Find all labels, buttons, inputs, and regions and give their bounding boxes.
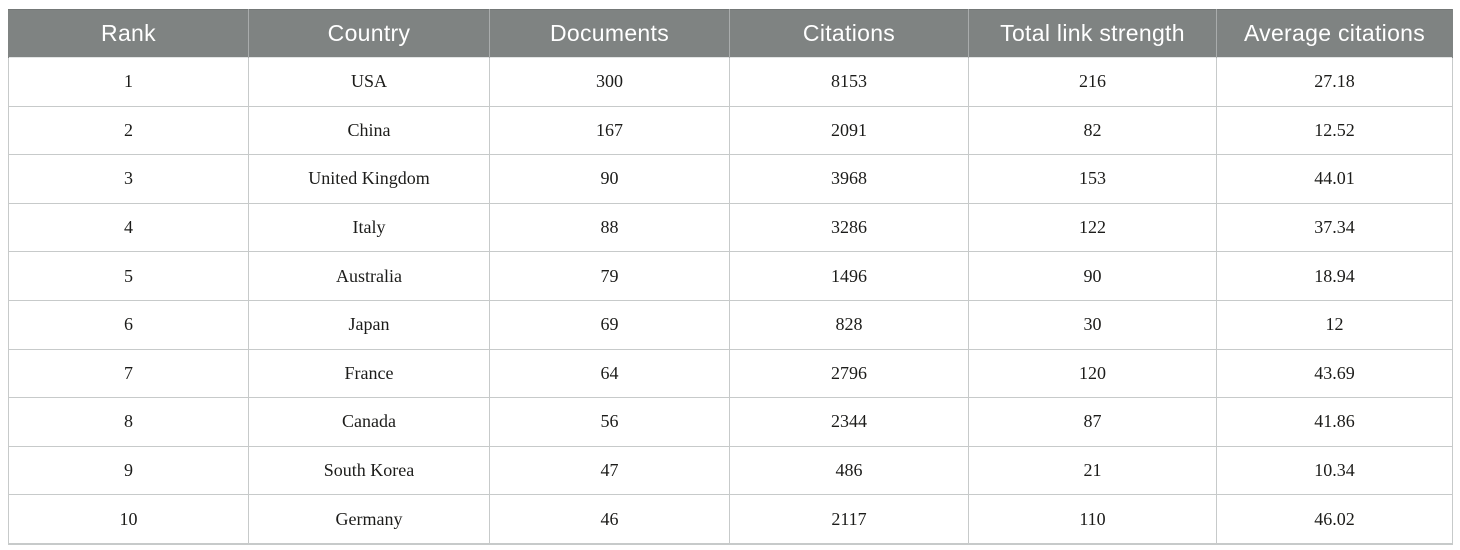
table-cell-country: Germany bbox=[249, 495, 490, 544]
table-cell-country: USA bbox=[249, 58, 490, 107]
table-cell-total_link_strength: 153 bbox=[969, 155, 1217, 204]
table-cell-documents: 79 bbox=[490, 252, 730, 301]
table-cell-average_citations: 46.02 bbox=[1217, 495, 1453, 544]
table-cell-documents: 47 bbox=[490, 446, 730, 495]
table-cell-rank: 8 bbox=[9, 398, 249, 447]
table-cell-citations: 8153 bbox=[730, 58, 969, 107]
country-citations-table bbox=[8, 9, 1453, 545]
table-cell-average_citations: 44.01 bbox=[1217, 155, 1453, 204]
table-row bbox=[9, 349, 1453, 398]
table-cell-country: Canada bbox=[249, 398, 490, 447]
table-cell-total_link_strength: 87 bbox=[969, 398, 1217, 447]
table-cell-rank: 10 bbox=[9, 495, 249, 544]
table-cell-total_link_strength: 30 bbox=[969, 300, 1217, 349]
table-cell-documents: 56 bbox=[490, 398, 730, 447]
table-row bbox=[9, 446, 1453, 495]
table-cell-total_link_strength: 122 bbox=[969, 203, 1217, 252]
table-cell-country: China bbox=[249, 106, 490, 155]
table-cell-citations: 2091 bbox=[730, 106, 969, 155]
table-cell-country: Japan bbox=[249, 300, 490, 349]
table-cell-total_link_strength: 82 bbox=[969, 106, 1217, 155]
table-cell-average_citations: 12 bbox=[1217, 300, 1453, 349]
table-cell-average_citations: 43.69 bbox=[1217, 349, 1453, 398]
table-cell-average_citations: 10.34 bbox=[1217, 446, 1453, 495]
table-cell-citations: 2117 bbox=[730, 495, 969, 544]
table-cell-rank: 1 bbox=[9, 58, 249, 107]
table-cell-documents: 88 bbox=[490, 203, 730, 252]
table-row bbox=[9, 300, 1453, 349]
table-cell-country: France bbox=[249, 349, 490, 398]
table-body bbox=[9, 58, 1453, 544]
table-cell-documents: 46 bbox=[490, 495, 730, 544]
table-cell-documents: 64 bbox=[490, 349, 730, 398]
table-row bbox=[9, 58, 1453, 107]
table-cell-citations: 1496 bbox=[730, 252, 969, 301]
table-row bbox=[9, 495, 1453, 544]
table-row bbox=[9, 398, 1453, 447]
table-row bbox=[9, 155, 1453, 204]
table-cell-citations: 3286 bbox=[730, 203, 969, 252]
table-cell-documents: 167 bbox=[490, 106, 730, 155]
table-row bbox=[9, 203, 1453, 252]
table-cell-country: Australia bbox=[249, 252, 490, 301]
table-cell-citations: 486 bbox=[730, 446, 969, 495]
table-cell-citations: 2796 bbox=[730, 349, 969, 398]
table-cell-rank: 4 bbox=[9, 203, 249, 252]
table-cell-citations: 3968 bbox=[730, 155, 969, 204]
header-row bbox=[9, 10, 1453, 58]
table-cell-documents: 90 bbox=[490, 155, 730, 204]
table-cell-rank: 7 bbox=[9, 349, 249, 398]
table-row bbox=[9, 252, 1453, 301]
column-header-citations: Citations bbox=[730, 10, 969, 58]
table-cell-citations: 828 bbox=[730, 300, 969, 349]
column-header-country: Country bbox=[249, 10, 490, 58]
table-cell-rank: 2 bbox=[9, 106, 249, 155]
table-cell-rank: 5 bbox=[9, 252, 249, 301]
table-cell-documents: 300 bbox=[490, 58, 730, 107]
table-cell-total_link_strength: 216 bbox=[969, 58, 1217, 107]
column-header-documents: Documents bbox=[490, 10, 730, 58]
table-cell-average_citations: 18.94 bbox=[1217, 252, 1453, 301]
table-cell-total_link_strength: 21 bbox=[969, 446, 1217, 495]
table-cell-total_link_strength: 120 bbox=[969, 349, 1217, 398]
column-header-rank: Rank bbox=[9, 10, 249, 58]
table-cell-total_link_strength: 110 bbox=[969, 495, 1217, 544]
column-header-total-link-strength: Total link strength bbox=[969, 10, 1217, 58]
table-cell-country: United Kingdom bbox=[249, 155, 490, 204]
table-cell-rank: 3 bbox=[9, 155, 249, 204]
table-cell-average_citations: 37.34 bbox=[1217, 203, 1453, 252]
table-cell-rank: 9 bbox=[9, 446, 249, 495]
table-cell-documents: 69 bbox=[490, 300, 730, 349]
table-cell-rank: 6 bbox=[9, 300, 249, 349]
column-header-average-citations: Average citations bbox=[1217, 10, 1453, 58]
table-cell-country: South Korea bbox=[249, 446, 490, 495]
table-header bbox=[9, 10, 1453, 58]
table-cell-average_citations: 27.18 bbox=[1217, 58, 1453, 107]
table-cell-average_citations: 12.52 bbox=[1217, 106, 1453, 155]
table-cell-total_link_strength: 90 bbox=[969, 252, 1217, 301]
table-row bbox=[9, 106, 1453, 155]
table-cell-citations: 2344 bbox=[730, 398, 969, 447]
table-cell-country: Italy bbox=[249, 203, 490, 252]
table-cell-average_citations: 41.86 bbox=[1217, 398, 1453, 447]
